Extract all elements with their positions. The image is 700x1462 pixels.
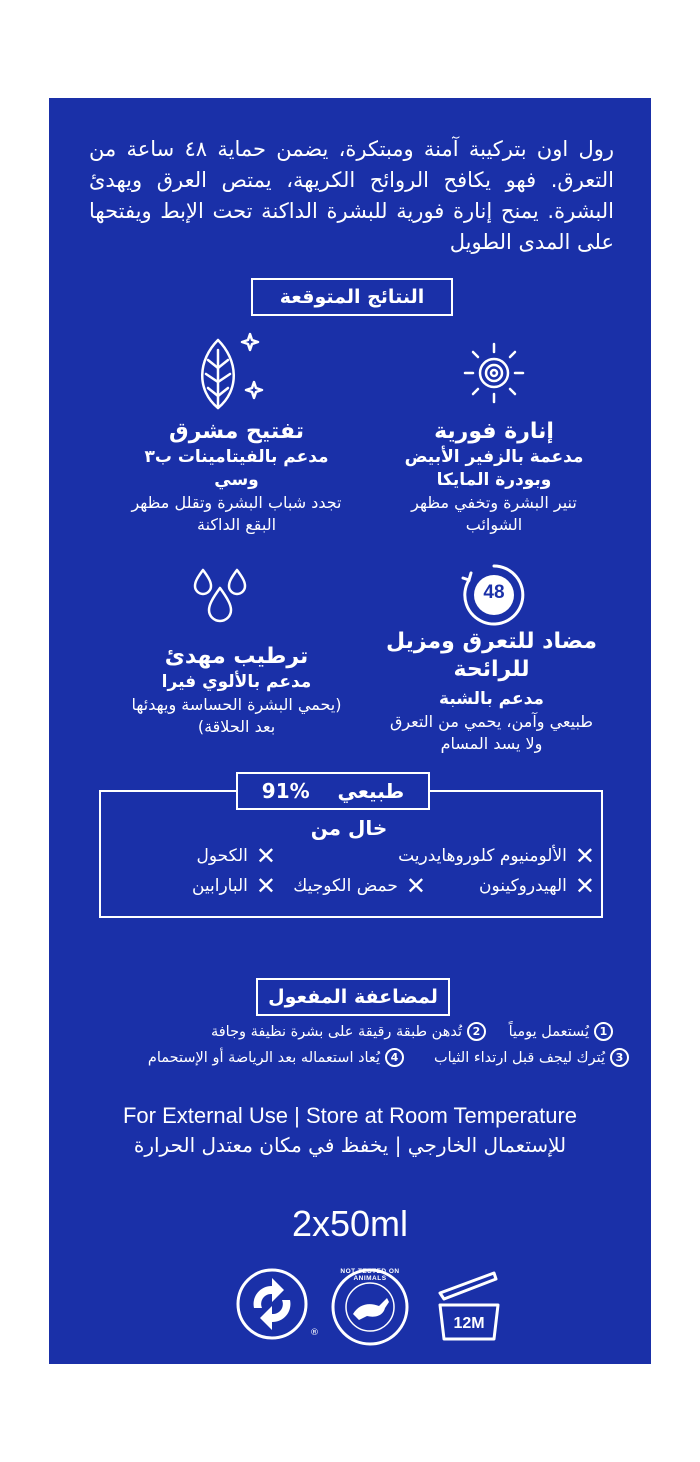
free-item-label: الكحول	[196, 846, 248, 866]
step-number: 4	[385, 1048, 404, 1067]
cross-icon: ✕	[255, 842, 276, 870]
not-tested-on-animals-icon	[329, 1266, 411, 1348]
usage-step	[509, 1022, 613, 1041]
natural-badge	[236, 772, 430, 810]
step-text: يُعاد استعماله بعد الرياضة أو الإستحمام	[147, 1049, 380, 1066]
cross-icon: ✕	[574, 842, 595, 870]
usage-step	[434, 1048, 629, 1067]
intro-text: رول اون بتركيبة آمنة ومبتكرة، يضمن حماية ٤٨ ساعة من التعرق. فهو يكافح الروائح الكريهة، يمتص العرق ويهدئ البشرة. يمنح إنارة فورية للبشرة الداكنة تحت الإبط ويفتحها على المدى الطويل	[89, 137, 614, 254]
step-text: يُترك ليجف قبل ارتداء الثياب	[433, 1049, 605, 1066]
free-item	[192, 874, 276, 898]
period-after-opening-icon	[434, 1263, 504, 1345]
package-panel	[49, 98, 651, 1364]
volume: 2x50ml	[291, 1203, 409, 1244]
feature-hydration	[124, 643, 349, 738]
usage-heading: لمضاعفة المفعول	[256, 978, 450, 1016]
natural-label: طبيعي	[337, 779, 405, 803]
feature-subtitle: مدعم بالألوي فيرا	[161, 672, 312, 692]
feature-title: مضاد للتعرق ومزيل للرائحة	[385, 629, 598, 682]
sun-icon	[459, 338, 529, 408]
drops-icon	[185, 566, 255, 626]
free-item	[398, 844, 595, 868]
pao-label: 12M	[453, 1315, 485, 1332]
free-item	[479, 874, 595, 898]
feature-antiperspirant	[379, 628, 604, 755]
feature-subtitle: مدعم بالشبة	[439, 689, 544, 709]
natural-percent: 91%	[261, 779, 310, 803]
feature-title: تفتيح مشرق	[169, 419, 304, 444]
leaf-sparkle-icon	[184, 328, 270, 414]
results-heading: النتائج المتوقعة	[251, 278, 453, 316]
feature-desc: تجدد شباب البشرة وتقلل مظهر البقع الداكنة	[131, 493, 342, 534]
step-number: 1	[594, 1022, 613, 1041]
step-number: 2	[467, 1022, 486, 1041]
feature-brightening	[389, 418, 599, 536]
not-tested-label: NOT TESTED ON ANIMALS	[340, 1268, 400, 1282]
feature-subtitle: مدعم بالفيتامينات ب٣ وسي	[144, 447, 329, 490]
usage-step	[211, 1022, 486, 1041]
free-item-label: البارابين	[191, 876, 248, 896]
green-dot-recycle-icon	[234, 1266, 324, 1356]
free-item	[196, 844, 276, 868]
free-item-label: الألومنيوم كلوروهايدريت	[398, 846, 567, 866]
cross-icon: ✕	[574, 872, 595, 900]
free-item-label: الهيدروكينون	[479, 876, 567, 896]
feature-desc: (يحمي البشرة الحساسة ويهدئها بعد الحلاقة)	[131, 695, 342, 736]
storage-english: For External Use | Store at Room Temperature	[122, 1103, 578, 1128]
feature-subtitle: مدعمة بالزفير الأبيض وبودرة المايكا	[404, 447, 584, 490]
step-text: يُستعمل يومياً	[508, 1023, 589, 1040]
free-from-label: خال من	[310, 816, 388, 840]
feature-desc: طبيعي وآمن، يحمي من التعرق ولا يسد المسام	[389, 712, 594, 753]
feature-desc: تنير البشرة وتخفي مظهر الشوائب	[411, 493, 577, 534]
cross-icon: ✕	[405, 872, 426, 900]
cross-icon: ✕	[255, 872, 276, 900]
storage-arabic: للإستعمال الخارجي | يخفظ في مكان معتدل الحرارة	[133, 1133, 567, 1157]
step-text: تُدهن طبقة رقيقة على بشرة نظيفة وجافة	[210, 1023, 462, 1040]
free-item-label: حمض الكوجيك	[293, 876, 398, 896]
registered-mark: ®	[310, 1328, 319, 1338]
usage-step	[148, 1048, 404, 1067]
free-item	[293, 874, 426, 898]
feature-lightening	[124, 418, 349, 536]
48h-icon	[459, 560, 529, 630]
feature-title: إنارة فورية	[434, 419, 554, 444]
step-number: 3	[610, 1048, 629, 1067]
feature-title: ترطيب مهدئ	[164, 644, 309, 669]
48h-badge: 48	[483, 582, 505, 603]
